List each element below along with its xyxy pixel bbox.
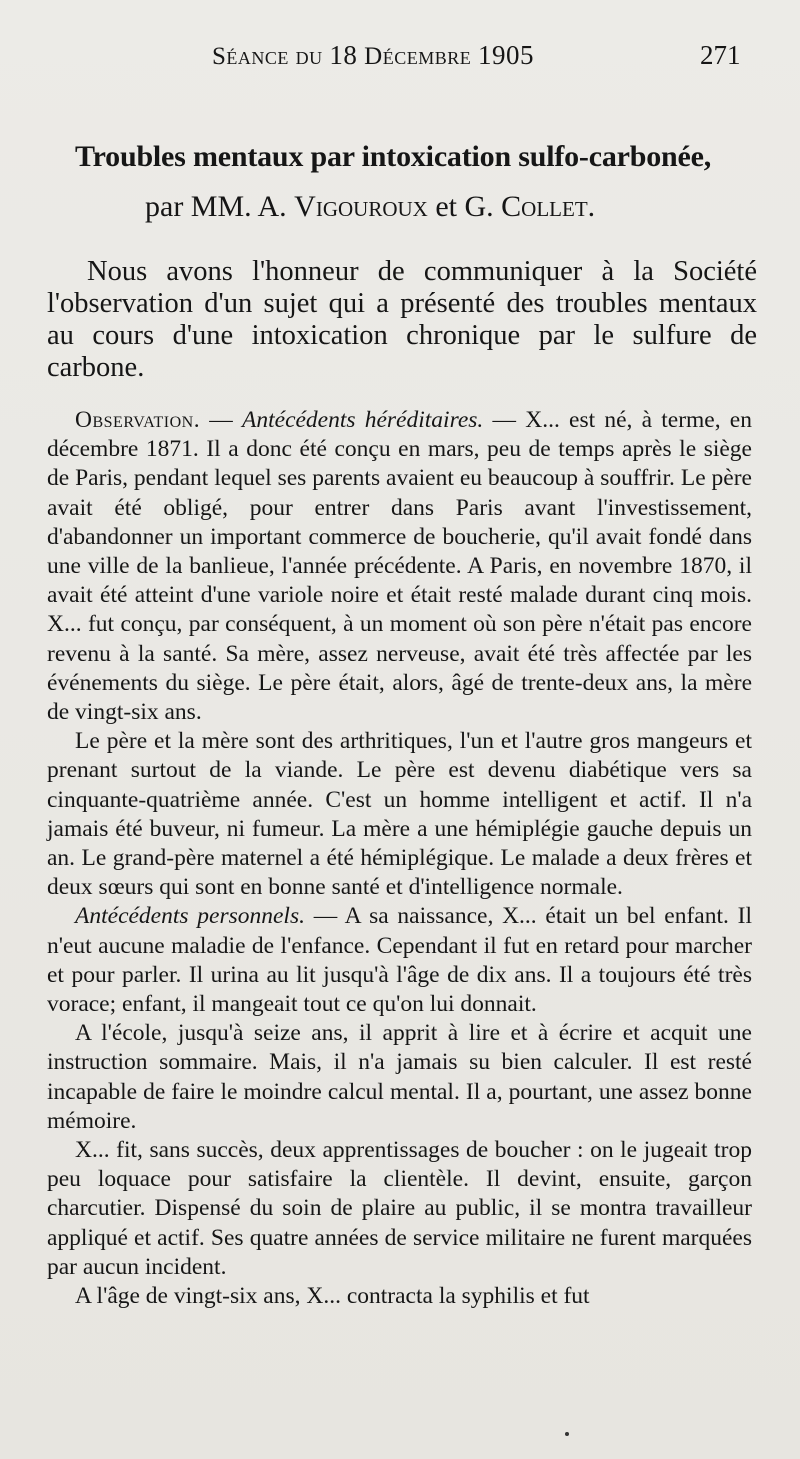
running-header (0, 40, 800, 76)
page-number: 271 (700, 40, 741, 70)
personal-history-paragraph (47, 902, 752, 1019)
observation-label: Observation. (75, 407, 201, 433)
school-paragraph: A l'école, jusqu'à seize ans, il apprit à lire et à écrire et acquit une instruction sommaire. Mais, il n'a jamais su bien calculer. Il est resté incapable de faire le moindre calcul mental. Il a, pourtant, une assez bonne mémoire. (47, 1020, 752, 1134)
authors-prefix: par MM. A. (145, 190, 295, 223)
body-text (47, 406, 752, 1311)
author-collet: Collet (501, 190, 588, 223)
heredity-heading: Antécédents héréditaires. (242, 407, 484, 433)
authors-middle: et G. (427, 190, 502, 223)
parents-paragraph: Le père et la mère sont des arthritiques, l'un et l'autre gros mangeurs et prenant surtout de la viande. Le père est devenu diabétique vers sa cinquante-quatrième année. C'est un homme intelligent et actif. Il n'a jamais été buveur, ni fumeur. La mère a une hémiplégie gauche depuis un an. Le grand-père maternel a été hémiplégique. Le malade a deux frères et deux sœurs qui sont en bonne santé et d'intelligence normale. (47, 728, 752, 901)
article-authors (145, 190, 595, 224)
ink-speck (565, 1432, 569, 1436)
observation-text: — X... est né, à terme, en décembre 1871. Il a donc été conçu en mars, peu de temps après le siège de Paris, pendant lequel ses parents avaient eu beaucoup à souffrir. Le père avait été obligé, pour entrer dans Paris avant l'investissement, d'abandonner un important commerce de boucherie, qu'il avait fondé dans une ville de la banlieue, l'année précédente. A Paris, en novembre 1870, il avait été atteint d'une variole noire et était resté malade durant cinq mois. X... fut conçu, par conséquent, à un moment où son père n'était pas encore revenu à la santé. Sa mère, assez nerveuse, avait été très affectée par les événements du siège. Le père était, alors, âgé de trente-deux ans, la mère de vingt-six ans. (47, 407, 752, 726)
personal-heading: Antécédents personnels. (75, 903, 305, 930)
last-paragraph: A l'âge de vingt-six ans, X... contracta la syphilis et fut (75, 1283, 590, 1310)
running-head-day: 18 (329, 40, 358, 70)
intro-block (47, 256, 757, 384)
author-vigouroux: Vigouroux (294, 190, 428, 223)
running-head-part: Séance du (212, 43, 330, 70)
running-head (212, 40, 534, 71)
personal-text: — A sa naissance, X... était un bel enfant. Il n'eut aucune maladie de l'enfance. Cependant il fut en retard pour marcher et pour parler. Il urina au lit jusqu'à l'âge de dix ans. Il a toujours été très vorace; enfant, il mangeait tout ce qu'on lui donnait. (47, 903, 752, 1018)
article-title: Troubles mentaux par intoxication sulfo-carbonée, (75, 140, 712, 173)
work-paragraph: X... fit, sans succès, deux apprentissages de boucher : on le jugeait trop peu loquace pour satisfaire la clientèle. Il devint, ensuite, garçon charcutier. Dispensé du soin de plaire au public, il se montra travailleur appliqué et actif. Ses quatre années de service militaire ne furent marquées par aucun incident. (47, 1137, 752, 1280)
running-head-year: 1905 (477, 40, 534, 70)
running-head-month: Décembre (357, 43, 478, 70)
observation-dash: — (200, 407, 242, 433)
observation-paragraph (47, 406, 752, 727)
authors-suffix: . (587, 190, 596, 223)
intro-paragraph: Nous avons l'honneur de communiquer à la Société l'observation d'un sujet qui a présenté des troubles mentaux au cours d'une intoxication chronique par le sulfure de carbone. (47, 256, 757, 383)
